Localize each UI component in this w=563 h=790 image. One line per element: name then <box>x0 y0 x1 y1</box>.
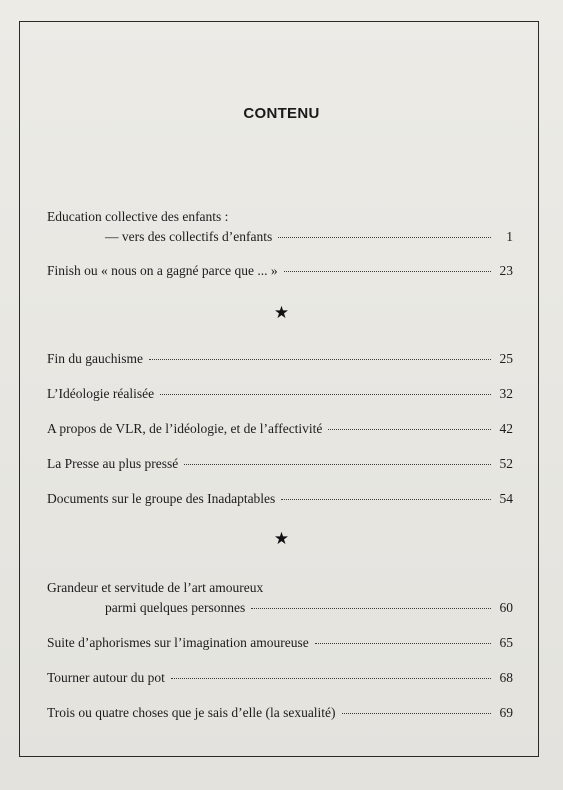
toc-entry-line <box>47 349 513 369</box>
toc-entry-page-number: 42 <box>499 421 513 436</box>
toc-entry-line <box>47 489 513 509</box>
toc-entry <box>47 207 513 247</box>
toc-entry-line <box>47 419 513 439</box>
dot-leader <box>171 677 491 679</box>
toc-entry-line <box>47 703 513 723</box>
toc-entry-title: La Presse au plus pressé <box>47 456 179 471</box>
toc-entry-page-number: 25 <box>499 351 513 366</box>
toc-entry-page-number: 23 <box>499 263 513 278</box>
dot-leader <box>281 498 491 500</box>
toc-entry <box>47 578 513 618</box>
dot-leader <box>328 428 491 430</box>
toc-entry <box>47 454 513 474</box>
toc-entry-page-number: 32 <box>499 386 513 401</box>
toc-entry <box>47 633 513 653</box>
toc-entry-title: A propos de VLR, de l’idéologie, et de l’affectivité <box>47 421 323 436</box>
toc-entry-title: Documents sur le groupe des Inadaptables <box>47 491 276 506</box>
toc-entry-page-number: 60 <box>499 600 513 615</box>
toc-entry-title: Tourner autour du pot <box>47 670 165 685</box>
toc-entry-title: L’Idéologie réalisée <box>47 386 155 401</box>
toc-entry-subtitle: parmi quelques personnes <box>105 600 246 615</box>
toc-entry <box>47 384 513 404</box>
toc-entry-heading-line <box>47 578 513 598</box>
toc-entry-line <box>47 261 513 281</box>
toc-entry-subtitle-line <box>47 227 513 247</box>
toc-entry <box>47 703 513 723</box>
toc-entry-page-number: 68 <box>499 670 513 685</box>
dot-leader <box>160 393 491 395</box>
dot-leader <box>149 358 491 360</box>
dot-leader <box>315 642 491 644</box>
page-title: CONTENU <box>243 105 320 122</box>
toc-entry-line <box>47 454 513 474</box>
toc-entry <box>47 668 513 688</box>
toc-entry-subtitle-line <box>47 598 513 618</box>
toc-entry-title: Suite d’aphorismes sur l’imagination amoureuse <box>47 635 309 650</box>
dot-leader <box>284 270 491 272</box>
toc-entry-page-number: 54 <box>499 491 513 506</box>
toc-entry-line <box>47 668 513 688</box>
dot-leader <box>251 607 491 609</box>
toc-entry <box>47 419 513 439</box>
toc-entry-page-number: 52 <box>499 456 513 471</box>
dot-leader <box>278 236 491 238</box>
toc-entry-title: Education collective des enfants : <box>47 209 229 224</box>
star-separator-icon: ★ <box>273 303 290 323</box>
toc-entry <box>47 349 513 369</box>
toc-entry-heading-line <box>47 207 513 227</box>
toc-entry-page-number: 69 <box>499 705 513 720</box>
toc-entry-subtitle: — vers des collectifs d’enfants <box>105 229 273 244</box>
toc-entry-page-number: 1 <box>506 229 513 244</box>
dot-leader <box>184 463 491 465</box>
toc-entry <box>47 261 513 281</box>
toc-entry-line <box>47 633 513 653</box>
toc-entry-title: Grandeur et servitude de l’art amoureux <box>47 580 264 595</box>
toc-entry-title: Fin du gauchisme <box>47 351 143 366</box>
toc-entry-title: Finish ou « nous on a gagné parce que ... » <box>47 263 278 278</box>
toc-entry-line <box>47 384 513 404</box>
toc-entry-page-number: 65 <box>499 635 513 650</box>
toc-entry-title: Trois ou quatre choses que je sais d’elle (la sexualité) <box>47 705 336 720</box>
star-separator-icon: ★ <box>273 529 290 549</box>
dot-leader <box>342 712 491 714</box>
toc-entry <box>47 489 513 509</box>
